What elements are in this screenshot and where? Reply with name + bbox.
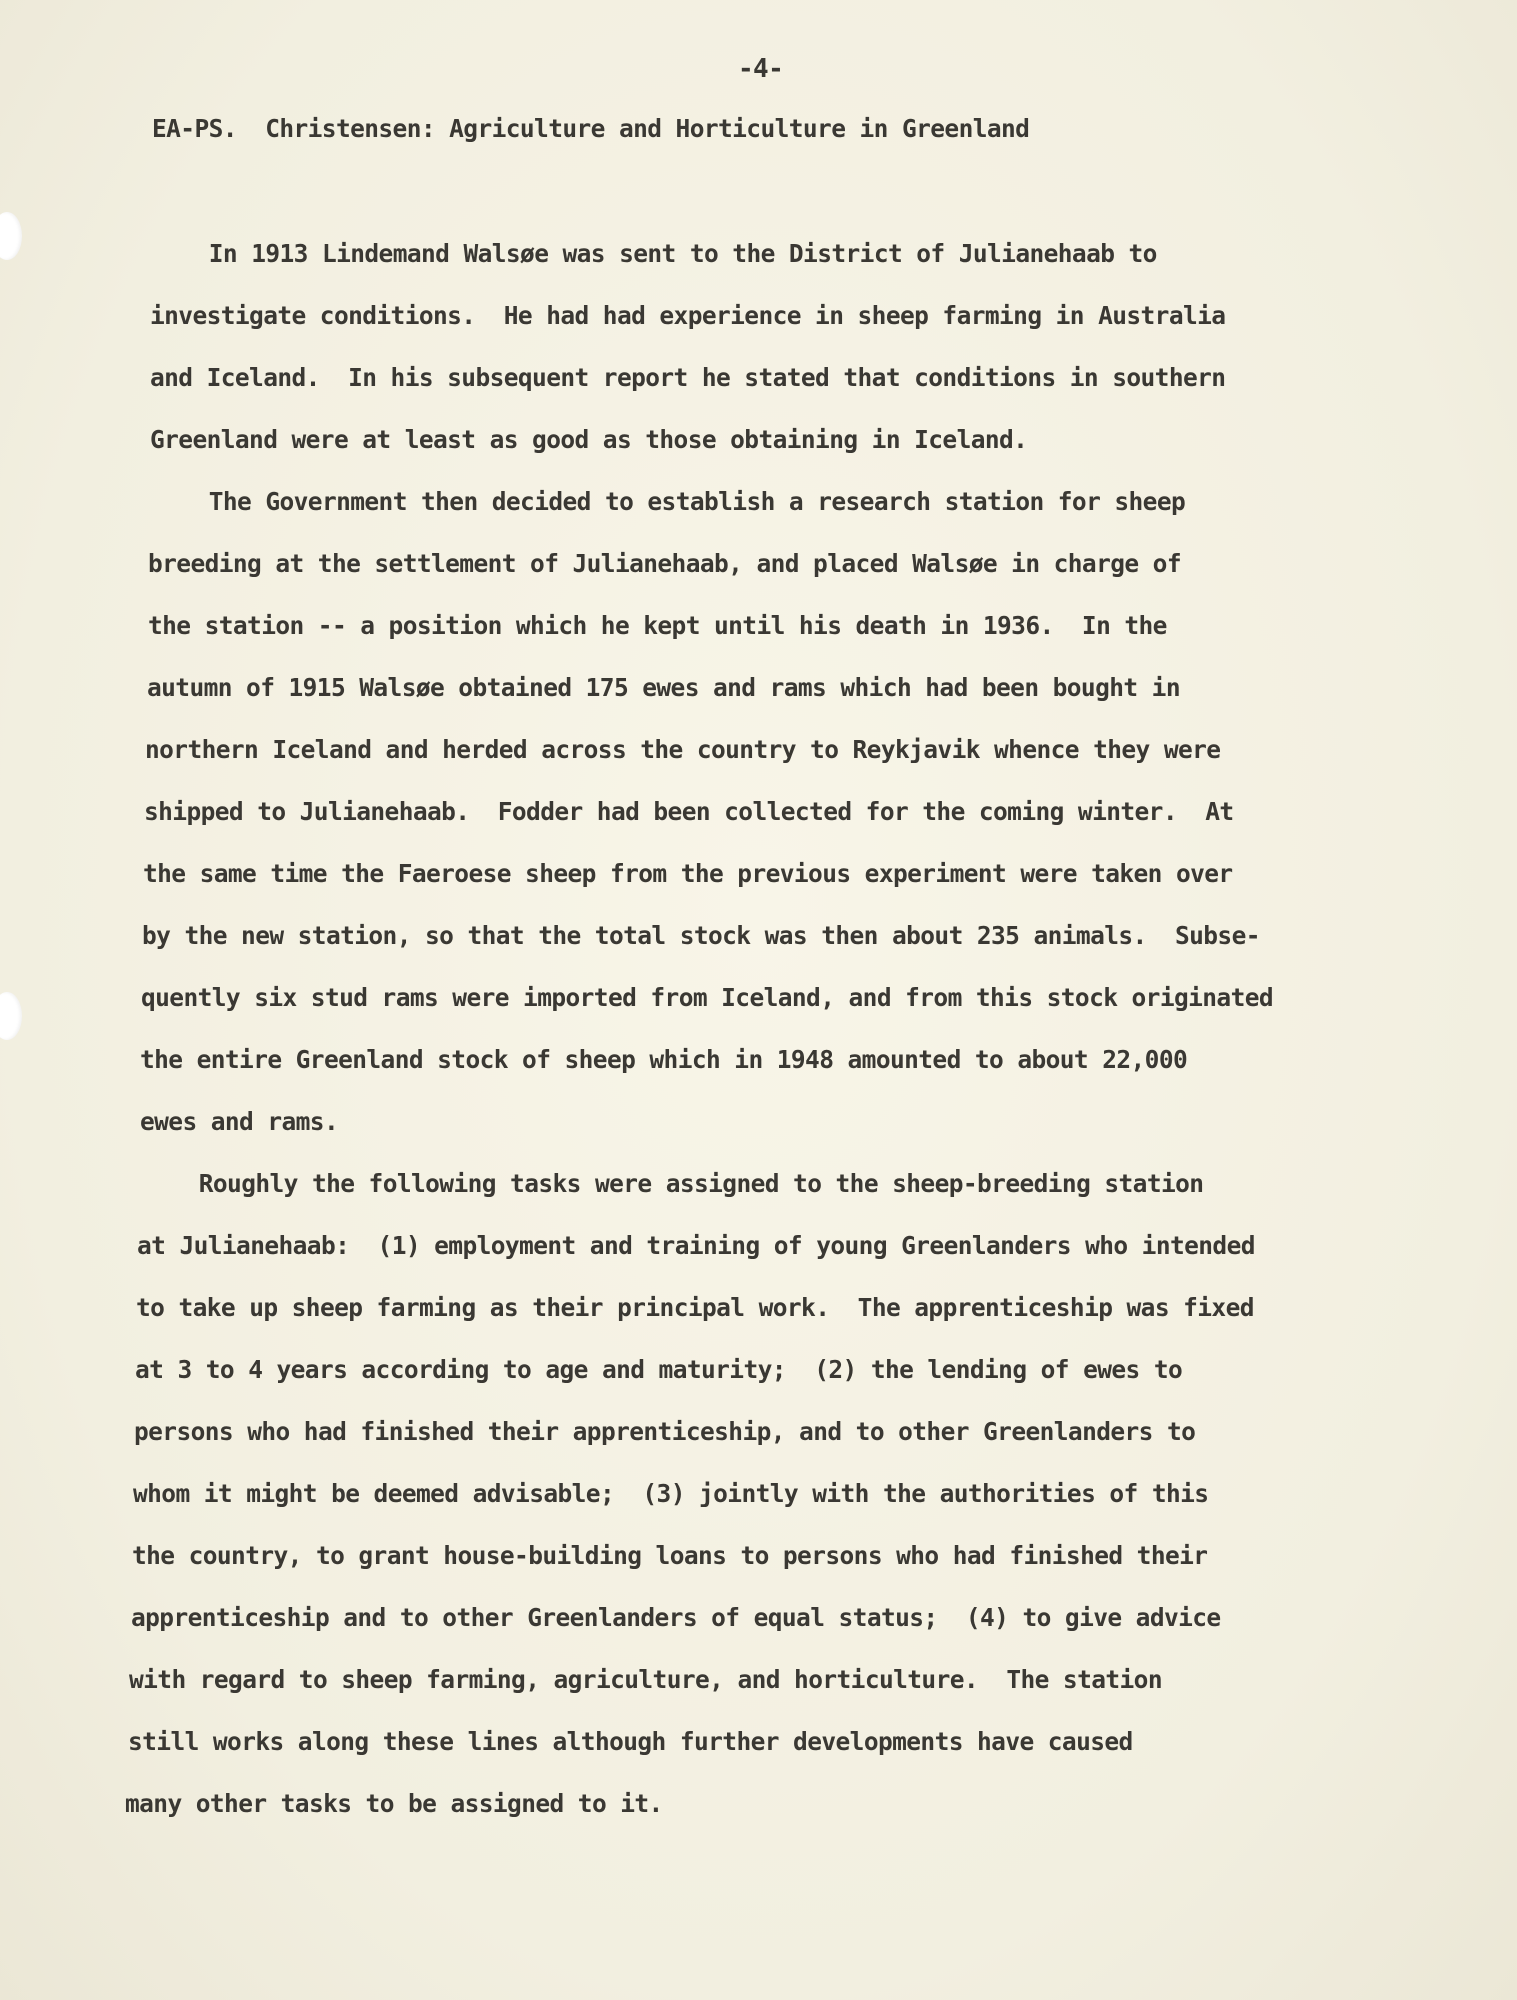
paragraph-3-line-1: Roughly the following tasks were assigned to the sheep-breeding station <box>128 1169 1204 1198</box>
paragraph-2-line-7: the same time the Faeroese sheep from the previous experiment were taken over <box>143 859 1233 888</box>
paragraph-3-line-7: the country, to grant house-building loans to persons who had finished their <box>132 1541 1208 1570</box>
paragraph-2-line-3: the station -- a position which he kept until his death in 1936. In the <box>148 611 1167 640</box>
paragraph-2-line-1: The Government then decided to establish a research station for sheep <box>138 487 1186 516</box>
paragraph-3-line-9: with regard to sheep farming, agriculture, and horticulture. The station <box>129 1665 1162 1694</box>
paragraph-2-line-11: ewes and rams. <box>140 1107 339 1136</box>
paragraph-3-line-10: still works along these lines although further developments have caused <box>128 1727 1133 1756</box>
paragraph-3-line-3: to take up sheep farming as their principal work. The apprenticeship was fixed <box>136 1293 1254 1322</box>
paragraph-2-line-4: autumn of 1915 Walsøe obtained 175 ewes and rams which had been bought in <box>147 673 1180 702</box>
paragraph-2-line-2: breeding at the settlement of Julianehaab, and placed Walsøe in charge of <box>148 549 1181 578</box>
paragraph-3-line-6: whom it might be deemed advisable; (3) jointly with the authorities of this <box>133 1479 1209 1508</box>
paragraph-3-line-8: apprenticeship and to other Greenlanders of equal status; (4) to give advice <box>131 1603 1221 1632</box>
page-number: -4- <box>738 54 784 84</box>
paragraph-2-line-10: the entire Greenland stock of sheep which in 1948 amounted to about 22,000 <box>140 1045 1188 1074</box>
paragraph-3-line-11: many other tasks to be assigned to it. <box>125 1789 663 1818</box>
paragraph-3-line-4: at 3 to 4 years according to age and maturity; (2) the lending of ewes to <box>135 1355 1183 1384</box>
punch-hole <box>0 212 22 260</box>
paragraph-2-line-5: northern Iceland and herded across the country to Reykjavik whence they were <box>145 735 1221 764</box>
paragraph-2-line-9: quently six stud rams were imported from Iceland, and from this stock originated <box>141 983 1274 1012</box>
paragraph-3-line-5: persons who had finished their apprenticeship, and to other Greenlanders to <box>134 1417 1196 1446</box>
document-header: EA-PS. Christensen: Agriculture and Horticulture in Greenland <box>152 114 1030 143</box>
paragraph-1-line-4: Greenland were at least as good as those obtaining in Iceland. <box>150 425 1028 454</box>
punch-hole <box>0 992 22 1040</box>
paragraph-2-line-6: shipped to Julianehaab. Fodder had been collected for the coming winter. At <box>144 797 1234 826</box>
paragraph-1-line-3: and Iceland. In his subsequent report he stated that conditions in southern <box>150 363 1226 392</box>
paragraph-2-line-8: by the new station, so that the total stock was then about 235 animals. Subse- <box>142 921 1260 950</box>
paragraph-3-line-2: at Julianehaab: (1) employment and training of young Greenlanders who intended <box>137 1231 1255 1260</box>
paragraph-1-line-1: In 1913 Lindemand Walsøe was sent to the District of Julianehaab to <box>138 239 1157 268</box>
paragraph-1-line-2: investigate conditions. He had had experience in sheep farming in Australia <box>150 301 1226 330</box>
